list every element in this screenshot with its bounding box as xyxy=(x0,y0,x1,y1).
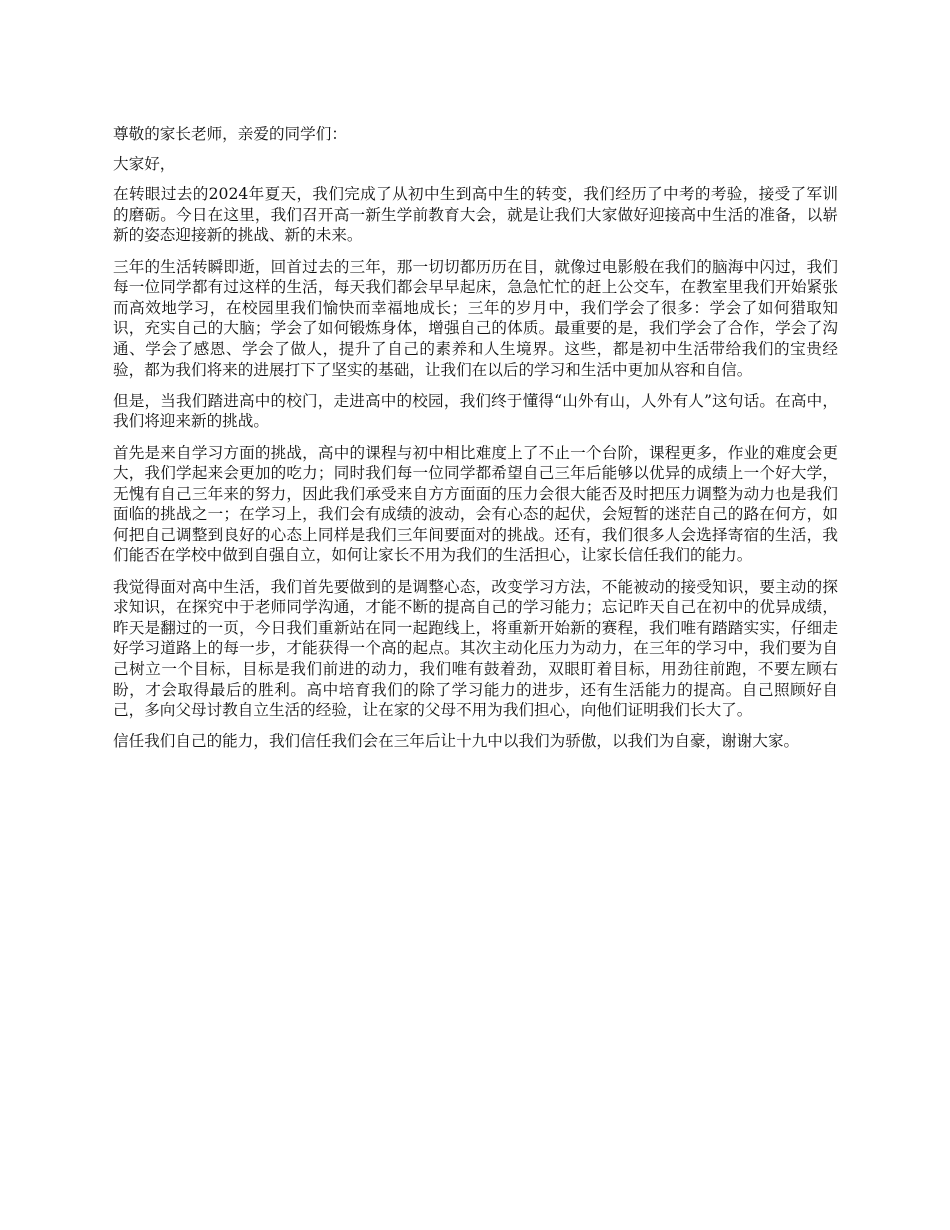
paragraph-1: 在转眼过去的2024年夏天，我们完成了从初中生到高中生的转变，我们经历了中考的考验，接受了军训的磨砺。今日在这里，我们召开高一新生学前教育大会，就是让我们大家做好迎接高中生活的准备，以崭新的姿态迎接新的挑战、新的未来。 xyxy=(113,185,838,245)
paragraph-6: 信任我们自己的能力，我们信任我们会在三年后让十九中以我们为骄傲，以我们为自豪，谢谢大家。 xyxy=(113,732,800,751)
salutation: 尊敬的家长老师，亲爱的同学们： xyxy=(113,125,347,143)
greeting: 大家好， xyxy=(113,155,176,174)
document-page xyxy=(113,124,838,763)
paragraph-3: 但是，当我们踏进高中的校门，走进高中的校园，我们终于懂得“山外有山，人外有人”这句话。在高中，我们将迎来新的挑战。 xyxy=(113,391,838,431)
paragraph-4: 首先是来自学习方面的挑战，高中的课程与初中相比难度上了不止一个台阶，课程更多，作业的难度会更大，我们学起来会更加的吃力；同时我们每一位同学都希望自己三年后能够以优异的成绩上一个好大学，无愧有自己三年来的努力，因此我们承受来自方方面面的压力会很大能否及时把压力调整为动力也是我们面临的挑战之一；在学习上，我们会有成绩的波动，会有心态的起伏，会短暂的迷茫自己的路在何方，如何把自己调整到良好的心态上同样是我们三年间要面对的挑战。还有，我们很多人会选择寄宿的生活，我们能否在学校中做到自强自立，如何让家长不用为我们的生活担心，让家长信任我们的能力。 xyxy=(113,443,838,565)
paragraph-5: 我觉得面对高中生活，我们首先要做到的是调整心态，改变学习方法，不能被动的接受知识，要主动的探求知识，在探究中于老师同学沟通，才能不断的提高自己的学习能力；忘记昨天自己在初中的优异成绩，昨天是翻过的一页，今日我们重新站在同一起跑线上，将重新开始新的赛程，我们唯有踏踏实实，仔细走好学习道路上的每一步，才能获得一个高的起点。其次主动化压力为动力，在三年的学习中，我们要为自己树立一个目标，目标是我们前进的动力，我们唯有鼓着劲，双眼盯着目标，用劲往前跑，不要左顾右盼，才会取得最后的胜利。高中培育我们的除了学习能力的进步，还有生活能力的提高。自己照顾好自己，多向父母讨教自立生活的经验，让在家的父母不用为我们担心，向他们证明我们长大了。 xyxy=(113,577,838,720)
paragraph-2: 三年的生活转瞬即逝，回首过去的三年，那一切切都历历在目，就像过电影般在我们的脑海中闪过，我们每一位同学都有过这样的生活，每天我们都会早早起床，急急忙忙的赶上公交车，在教室里我们开始紧张而高效地学习，在校园里我们愉快而幸福地成长；三年的岁月中，我们学会了很多：学会了如何猎取知识，充实自己的大脑；学会了如何锻炼身体，增强自己的体质。最重要的是，我们学会了合作，学会了沟通、学会了感恩、学会了做人，提升了自己的素养和人生境界。这些，都是初中生活带给我们的宝贵经验，都为我们将来的进展打下了坚实的基础，让我们在以后的学习和生活中更加从容和自信。 xyxy=(113,257,838,379)
